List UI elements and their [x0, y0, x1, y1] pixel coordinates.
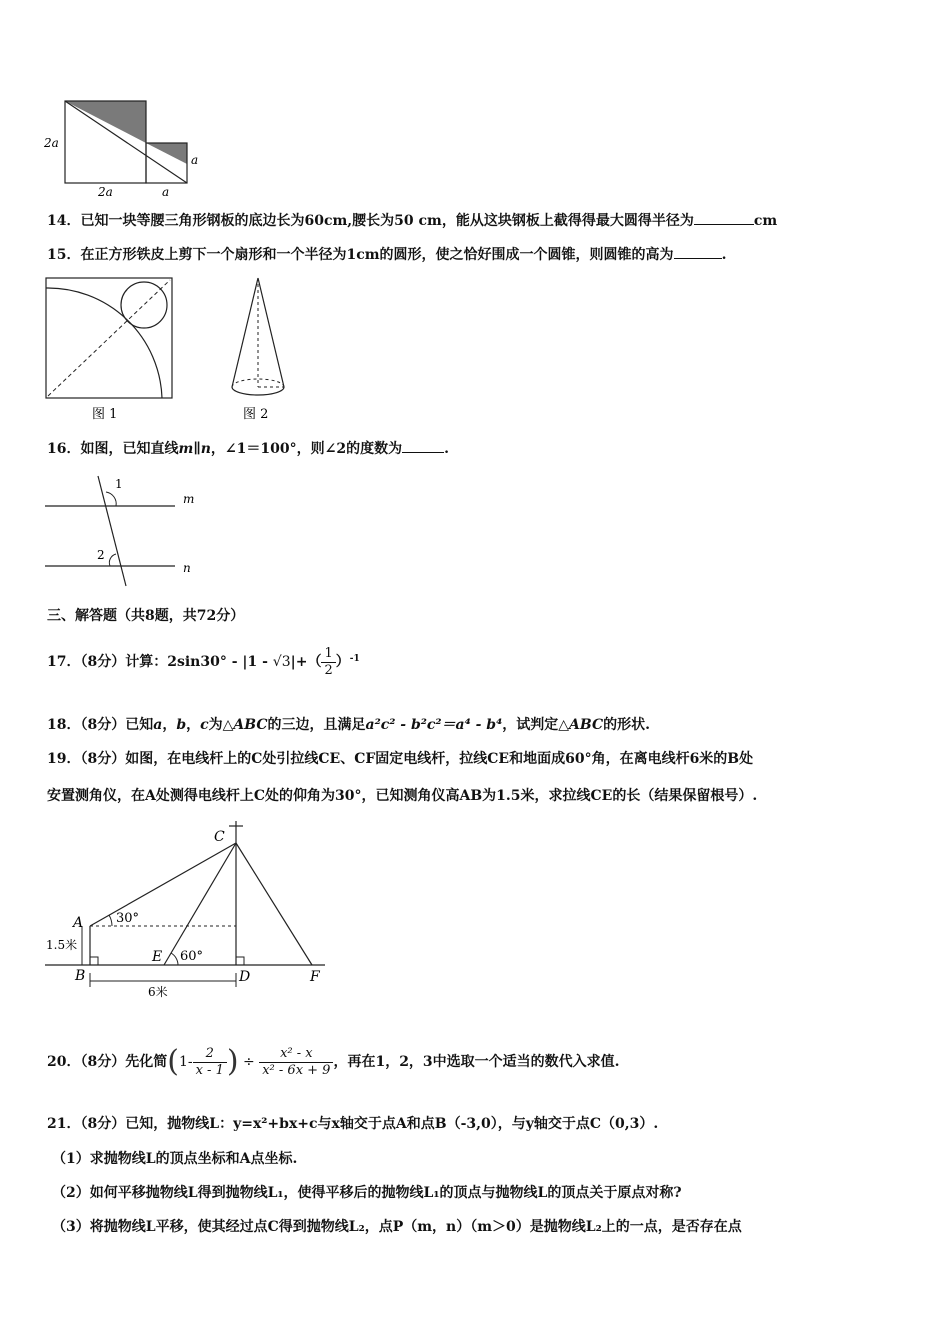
angle-1-arc: [106, 492, 116, 506]
label-2a-bottom: 2a: [98, 185, 113, 199]
question-19-line1: [47, 750, 753, 768]
q19-points: （8分）: [80, 751, 126, 767]
q14-text: 已知一块等腰三角形钢板的底边长为60cm,腰长为50 cm，能从这块钢板上截得得最大圆得半径为: [80, 213, 694, 229]
q18-tail2: ，试判定△: [502, 717, 569, 733]
q18-a: a: [153, 717, 163, 733]
label-a-right: a: [191, 153, 199, 167]
q18-sep2: ，: [186, 717, 201, 733]
label-30deg: 30°: [116, 911, 140, 926]
label-a-bottom: a: [162, 185, 170, 199]
q20-f2-den: x² - 6x + 9: [262, 1062, 331, 1078]
cone-right-edge: [258, 278, 284, 387]
figure-cone: [40, 272, 300, 424]
q17-sqrt3: √3: [272, 654, 291, 670]
caption-figure-1: 图 1: [92, 407, 118, 422]
line-m-label: m: [183, 492, 195, 506]
question-21: [47, 1115, 658, 1133]
figure-parallel-lines: [40, 468, 210, 593]
transversal: [98, 476, 126, 586]
q16-end: .: [444, 441, 449, 457]
q16-pre: 如图，已知直线: [80, 441, 179, 457]
question-16: [47, 440, 449, 458]
q14-unit: cm: [753, 213, 778, 229]
q17-frac-num: 1: [321, 646, 335, 663]
q18-equation: a²c² - b²c²＝a⁴ - b⁴: [365, 717, 503, 733]
q20-lparen: (: [167, 1044, 179, 1079]
q16-n: n: [200, 441, 211, 457]
figure-squares: [40, 95, 210, 200]
q16-m: m: [178, 441, 194, 457]
q15-number: 15．: [47, 247, 81, 263]
label-F: F: [310, 969, 320, 985]
q21-number: 21．: [47, 1116, 81, 1132]
question-18: [47, 716, 650, 734]
section-3-title: [47, 607, 244, 625]
q21-part3-text: （3）将抛物线L平移，使其经过点C得到抛物线L₂，点P（m，n）（m＞0）是抛物线L₂上的一点，是否存在点: [52, 1219, 742, 1235]
sight-line-AC: [90, 843, 236, 926]
angle-60-arc: [171, 953, 178, 965]
q17-mid: |+（: [290, 654, 322, 670]
q19-line1: 如图，在电线杆上的C处引拉线CE、CF固定电线杆，拉线CE和地面成60°角，在离电线杆6米的B处: [125, 751, 754, 767]
q20-rparen: ): [226, 1044, 239, 1079]
q21-part1-text: （1）求抛物线L的顶点坐标和A点坐标.: [52, 1151, 298, 1167]
wire-CF: [236, 843, 312, 965]
question-17: [47, 633, 360, 688]
q18-b: b: [176, 717, 187, 733]
q20-f1-num: 2: [193, 1046, 227, 1063]
angle-2-label: 2: [97, 548, 105, 562]
q18-pre: 已知: [125, 717, 154, 733]
q21-part2-text: （2）如何平移抛物线L得到抛物线L₁，使得平移后的抛物线L₁的顶点与抛物线L的顶点关于原点对称?: [52, 1185, 682, 1201]
q16-mid: ，∠1＝100°，则∠2的度数为: [210, 441, 403, 457]
q15-text: 在正方形铁皮上剪下一个扇形和一个半径为1cm的圆形，使之恰好围成一个圆锥，则圆锥的高为: [80, 247, 674, 263]
q20-fraction-2: [259, 1046, 333, 1079]
q18-abc2: ABC: [569, 717, 604, 733]
cone-base-front: [232, 387, 284, 395]
q19-line2: 安置测角仪，在A处测得电线杆上C处的仰角为30°，已知测角仪高AB为1.5米，求拉线CE的长（结果保留根号）.: [47, 788, 758, 804]
q15-answer-blank[interactable]: [674, 258, 722, 259]
square-diagonal: [48, 280, 170, 396]
label-B: B: [75, 968, 86, 984]
question-21-part3: [52, 1218, 742, 1236]
wire-CE: [164, 843, 236, 965]
q17-number: 17．: [47, 654, 81, 670]
q18-abc: ABC: [233, 717, 268, 733]
angle-1-label: 1: [115, 477, 123, 491]
section-3-text: 三、解答题（共8题，共72分）: [47, 608, 245, 624]
line-n-label: n: [183, 561, 191, 575]
question-19-line2: [47, 787, 757, 805]
label-A: A: [73, 915, 84, 931]
cone-left-edge: [232, 278, 258, 387]
right-angle-B: [90, 957, 98, 965]
label-E: E: [152, 949, 163, 965]
q20-f2-num: x² - x: [259, 1046, 333, 1063]
figure-utility-pole: [40, 815, 340, 1000]
right-angle-D: [236, 957, 244, 965]
q14-number: 14．: [47, 213, 81, 229]
q20-f1-den: x - 1: [195, 1062, 224, 1078]
q20-pre: 先化简: [125, 1054, 168, 1070]
label-2a-left: 2a: [44, 136, 59, 150]
shaded-triangle-top: [65, 101, 146, 143]
question-20: 20．（8分）先化简(1- $\frac{2}{x - 1}$ ) ÷ $\frac{\text{x² - x}}{\text{x² - 6x + 9}}$ ，再在1，2，3中选取一个适当的数代入求值.: [47, 1044, 620, 1079]
q20-one: 1-: [178, 1054, 193, 1070]
q17-fraction: [321, 646, 335, 679]
q20-points: （8分）: [80, 1054, 126, 1070]
question-21-part1: [52, 1150, 297, 1168]
q20-post: ，再在1，2，3中选取一个适当的数代入求值.: [333, 1054, 620, 1070]
label-D: D: [239, 969, 251, 985]
angle-30-arc: [109, 915, 112, 926]
q19-number: 19．: [47, 751, 81, 767]
q18-sep1: ，: [162, 717, 177, 733]
q16-number: 16．: [47, 441, 81, 457]
q16-parallel: ∥: [193, 441, 201, 457]
q14-answer-blank[interactable]: [694, 224, 754, 225]
label-C: C: [214, 829, 225, 845]
label-height: 1.5米: [46, 938, 78, 952]
q20-fraction-1: [193, 1046, 227, 1079]
q17-close: ）: [335, 654, 350, 670]
caption-figure-2: 图 2: [243, 407, 269, 422]
q18-number: 18．: [47, 717, 81, 733]
q17-frac-den: 2: [324, 662, 333, 678]
q15-end: .: [721, 247, 727, 263]
q20-number: 20．: [47, 1054, 81, 1070]
q18-mid: 为△: [208, 717, 234, 733]
q21-text: 已知，抛物线L：y=x²+bx+c与x轴交于点A和点B（-3,0），与y轴交于点C（0,3）.: [125, 1116, 659, 1132]
q18-points: （8分）: [80, 717, 126, 733]
q18-tail1: 的三边，且满足: [267, 717, 366, 733]
q17-points: （8分）: [80, 654, 126, 670]
q18-tail3: 的形状.: [603, 717, 650, 733]
q18-c: c: [200, 717, 209, 733]
question-15: [47, 246, 726, 264]
question-21-part2: [52, 1184, 682, 1202]
question-14: [47, 212, 777, 230]
label-60deg: 60°: [180, 949, 204, 964]
q16-answer-blank[interactable]: [402, 452, 444, 453]
q17-pre: 计算：2sin30° - |1 -: [125, 654, 273, 670]
label-width: 6米: [148, 985, 168, 999]
shaded-triangle-small: [146, 143, 187, 164]
q21-points: （8分）: [80, 1116, 126, 1132]
q17-exponent: -1: [349, 654, 360, 664]
angle-2-arc: [109, 554, 116, 566]
